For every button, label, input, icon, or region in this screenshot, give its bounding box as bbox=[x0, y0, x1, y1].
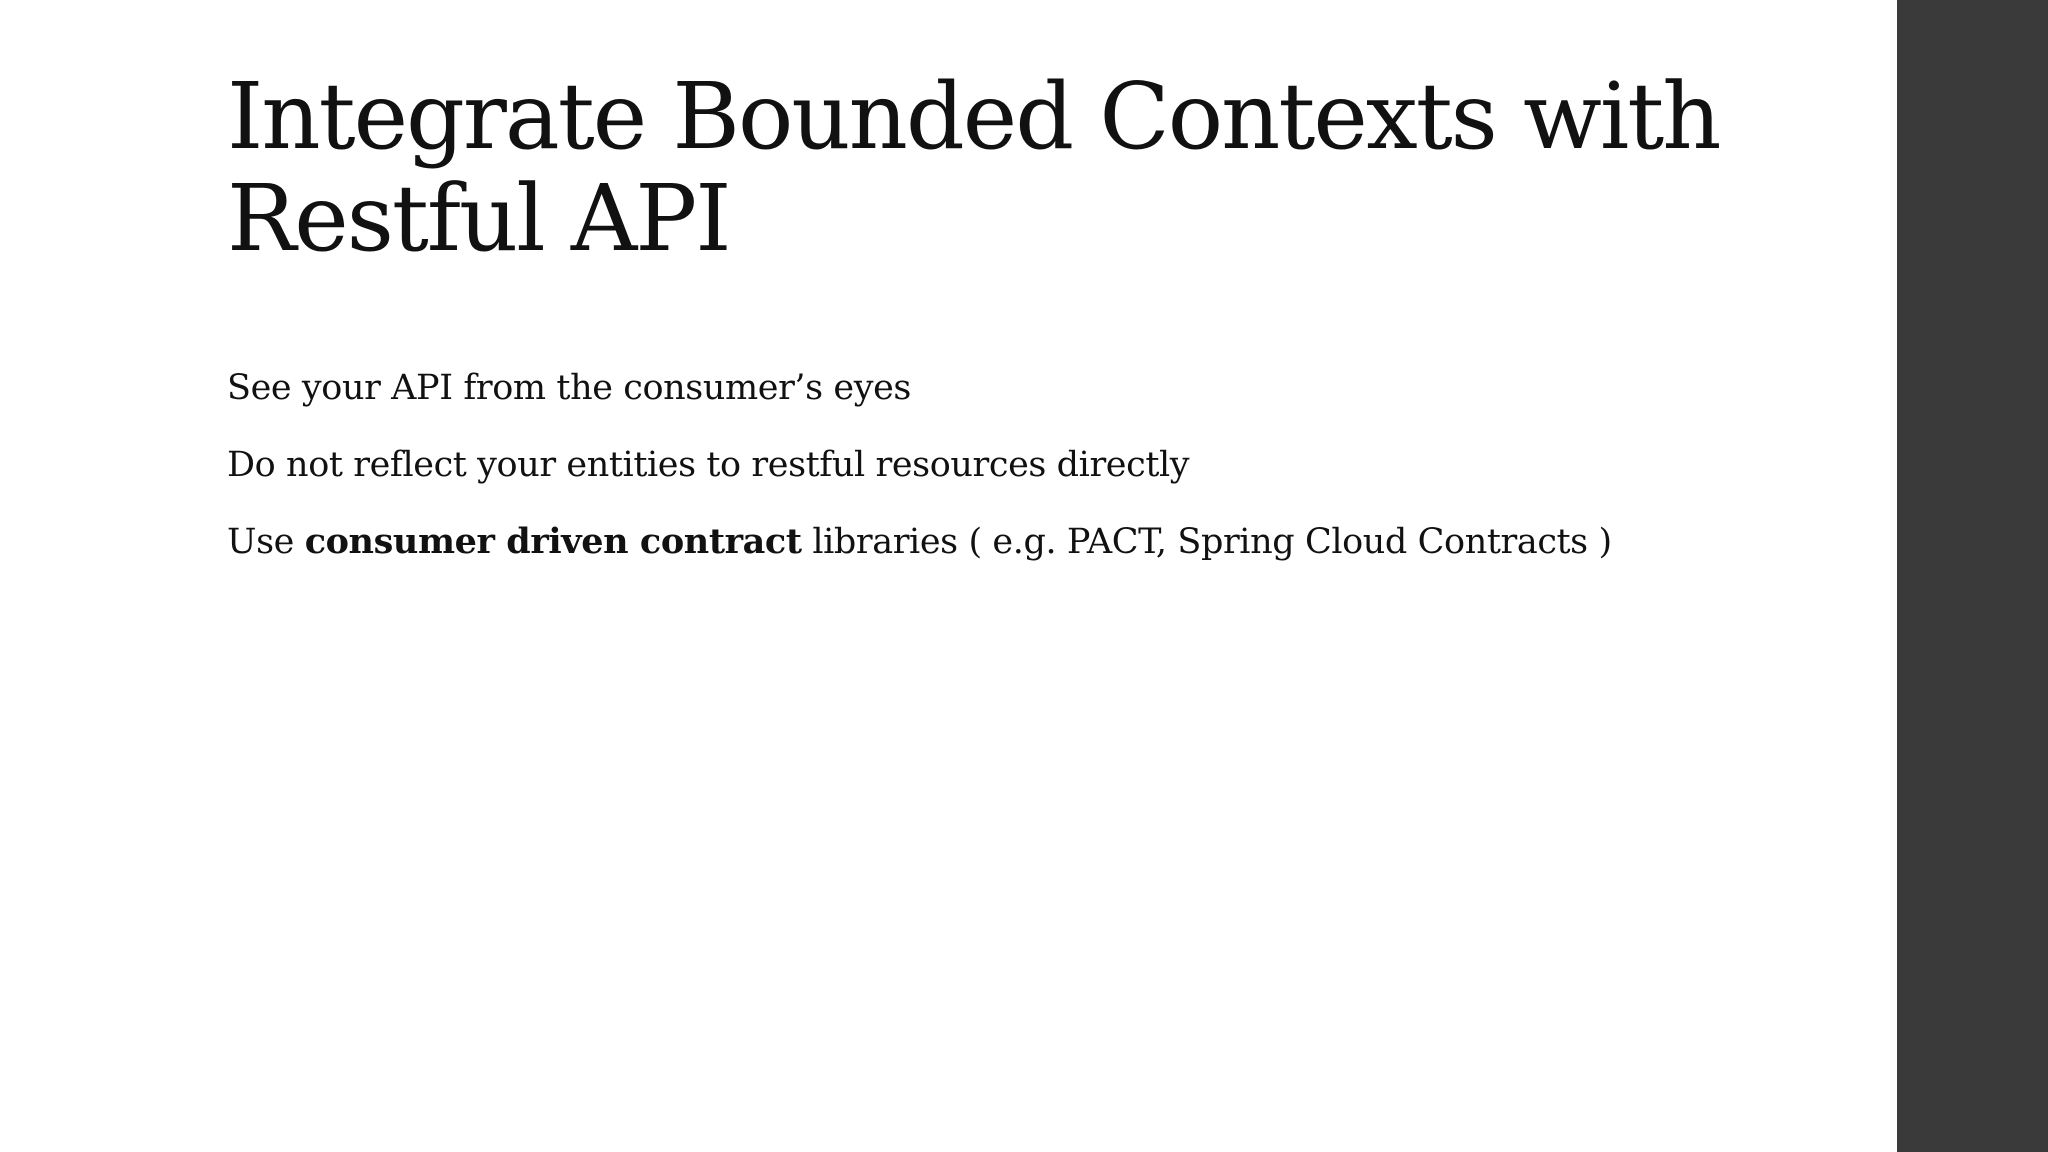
bullet-3-prefix: Use bbox=[227, 522, 305, 562]
slide-title bbox=[227, 63, 1787, 272]
bullet-item-3 bbox=[227, 516, 1827, 568]
slide-title-line-1: Integrate Bounded Contexts with bbox=[227, 63, 1720, 170]
bullet-3-suffix: libraries ( e.g. PACT, Spring Cloud Contracts ) bbox=[801, 522, 1612, 562]
bullet-list bbox=[227, 362, 1827, 593]
bullet-3-emphasis: consumer driven contract bbox=[304, 521, 802, 562]
slide-title-line-2: Restful API bbox=[227, 165, 730, 272]
bullet-item-2: Do not reflect your entities to restful resources directly bbox=[227, 445, 1190, 485]
side-panel bbox=[1897, 0, 2048, 1152]
bullet-item-1: See your API from the consumer’s eyes bbox=[227, 368, 911, 408]
